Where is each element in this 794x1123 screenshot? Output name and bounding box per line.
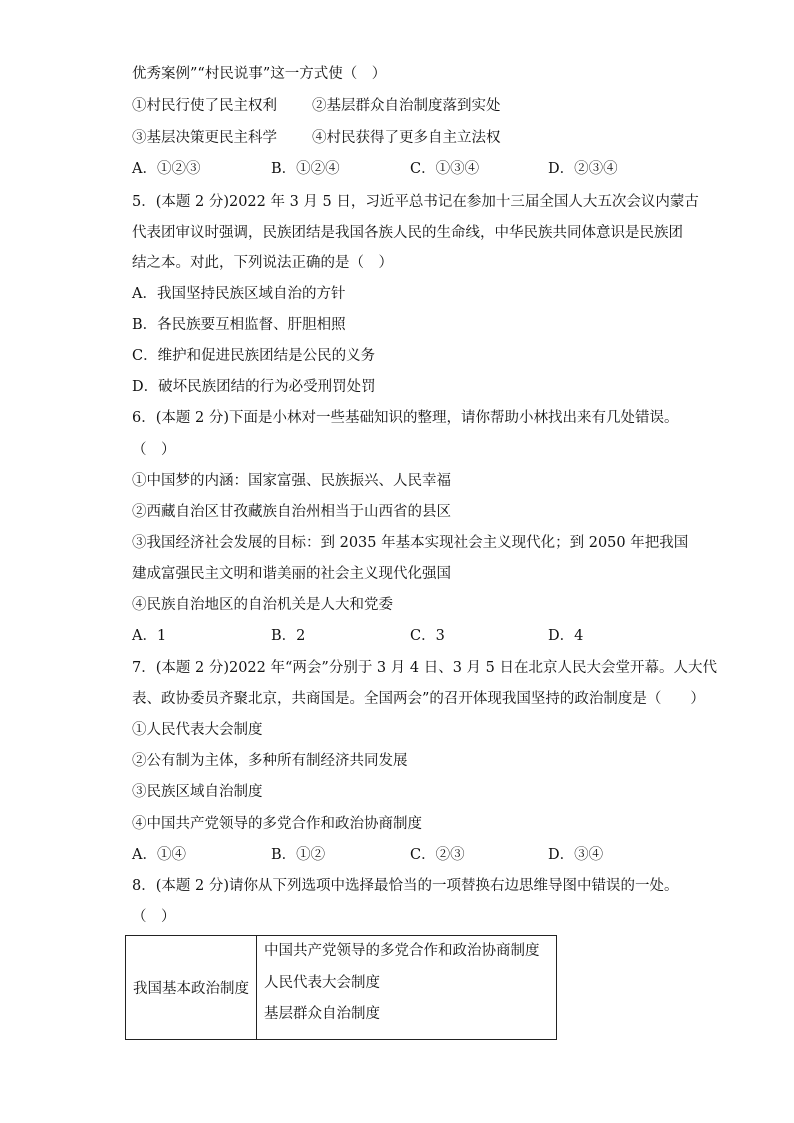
mind-map-item: 中国共产党领导的多党合作和政治协商制度: [264, 943, 540, 959]
q5-option-b: B．各民族要互相监督、肝胆相照: [132, 317, 346, 333]
mind-map-table: [125, 935, 557, 1040]
q6-stem-line-2: （ ）: [132, 442, 176, 458]
q6-statement-3-line-2: 建成富强民主文明和谐美丽的社会主义现代化强国: [132, 566, 451, 582]
q6-statement-2: ②西藏自治区甘孜藏族自治州相当于山西省的县区: [132, 504, 451, 520]
q5-option-c: C．维护和促进民族团结是公民的义务: [132, 348, 376, 364]
q7-stem-line-2: 表、政协委员齐聚北京，共商国是。全国两会”的召开体现我国坚持的政治制度是（ ）: [132, 691, 705, 707]
q7-option-d: D．③④: [548, 847, 604, 863]
q6-option-d: D．4: [548, 628, 584, 644]
q5-option-a: A．我国坚持民族区域自治的方针: [132, 286, 346, 302]
q7-statement-4: ④中国共产党领导的多党合作和政治协商制度: [132, 816, 422, 832]
q8-stem-line-1: 8．(本题 2 分)请你从下列选项中选择最恰当的一项替换右边思维导图中错误的一处。: [132, 878, 679, 894]
q4-statement-4: ④村民获得了更多自主立法权: [312, 130, 501, 146]
mind-map-branches: [257, 936, 557, 1040]
q6-stem-line-1: 6．(本题 2 分)下面是小林对一些基础知识的整理，请你帮助小林找出来有几处错误。: [132, 410, 679, 426]
q7-option-b: B．①②: [271, 847, 326, 863]
q5-stem-line-3: 结之本。对此，下列说法正确的是（ ）: [132, 255, 393, 271]
q4-stem-tail: 优秀案例”“村民说事”这一方式使（ ）: [132, 66, 387, 82]
mind-map-item: 人民代表大会制度: [264, 974, 380, 991]
q4-option-d: D．②③④: [548, 161, 618, 177]
q6-statement-1: ①中国梦的内涵：国家富强、民族振兴、人民幸福: [132, 473, 451, 489]
q4-statement-1: ①村民行使了民主权利: [132, 98, 277, 114]
q7-option-c: C．②③: [410, 847, 465, 863]
q6-option-a: A．1: [132, 628, 167, 644]
mind-map-item: 基层群众自治制度: [264, 1006, 380, 1022]
q5-option-d: D．破坏民族团结的行为必受刑罚处罚: [132, 379, 376, 395]
q8-stem-line-2: （ ）: [132, 909, 176, 925]
q7-stem-line-1: 7．(本题 2 分)2022 年“两会”分别于 3 月 4 日、3 月 5 日在北京人民大会堂开幕。人大代: [132, 660, 717, 676]
q4-option-b: B．①②④: [271, 161, 340, 177]
q6-option-c: C．3: [410, 628, 445, 644]
q7-option-a: A．①④: [132, 847, 186, 863]
q4-statement-3: ③基层决策更民主科学: [132, 130, 277, 146]
q7-statement-1: ①人民代表大会制度: [132, 722, 263, 738]
q5-stem-line-2: 代表团审议时强调，民族团结是我国各族人民的生命线，中华民族共同体意识是民族团: [132, 225, 683, 241]
q6-option-b: B．2: [271, 628, 306, 644]
mind-map-root: 我国基本政治制度: [126, 936, 257, 1040]
q4-option-a: A．①②③: [132, 161, 201, 177]
q6-statement-3-line-1: ③我国经济社会发展的目标：到 2035 年基本实现社会主义现代化；到 2050 年把我国: [132, 535, 689, 551]
q7-statement-3: ③民族区域自治制度: [132, 784, 263, 800]
q6-statement-4: ④民族自治地区的自治机关是人大和党委: [132, 597, 393, 613]
q7-statement-2: ②公有制为主体，多种所有制经济共同发展: [132, 753, 408, 769]
q4-statement-2: ②基层群众自治制度落到实处: [312, 98, 501, 114]
q5-stem-line-1: 5．(本题 2 分)2022 年 3 月 5 日，习近平总书记在参加十三届全国人大五次会议内蒙古: [132, 194, 699, 210]
q4-option-c: C．①③④: [410, 161, 480, 177]
